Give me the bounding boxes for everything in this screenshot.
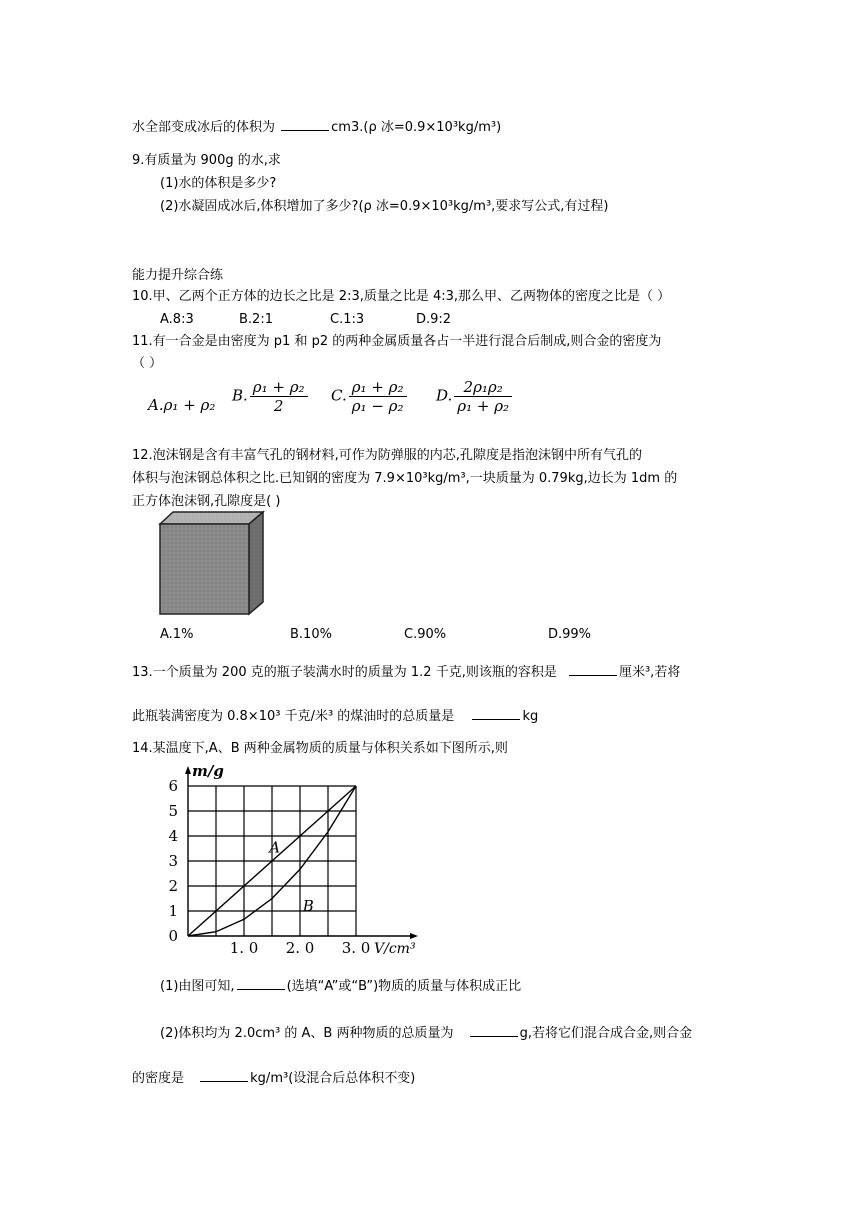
y-tick-label: 3 <box>168 852 178 870</box>
x-tick-label: 1. 0 <box>229 939 259 957</box>
q8-text: 水全部变成冰后的体积为 <box>132 120 276 135</box>
option-label: C. <box>331 386 347 405</box>
choice-d[interactable]: D.99% <box>548 627 592 642</box>
question-13-line-2 <box>132 706 538 726</box>
option-label: A. <box>148 396 164 414</box>
section-title: 能力提升综合练 <box>132 268 224 283</box>
q13-text: 13.一个质量为 200 克的瓶子装满水时的质量为 1.2 千克,则该瓶的容积是 <box>132 665 557 680</box>
question-9-part-2: (2)水凝固成冰后,体积增加了多少?(ρ 冰=0.9×10³kg/m³,要求写公式,有过程) <box>160 199 609 214</box>
mass-volume-chart <box>160 758 440 958</box>
fraction <box>250 378 308 415</box>
q14-1-text-2: (选填“A”或“B”)物质的质量与体积成正比 <box>286 979 522 994</box>
answer-blank[interactable] <box>470 1023 518 1037</box>
question-10: 10.甲、乙两个正方体的边长之比是 2:3,质量之比是 4:3,那么甲、乙两物体的密度之比是（ ） <box>132 289 671 304</box>
q13-text-2: 此瓶装满密度为 0.8×10³ 千克/米³ 的煤油时的总质量是 <box>132 709 455 724</box>
cube-illustration <box>155 510 267 618</box>
answer-blank[interactable] <box>200 1068 248 1082</box>
q14-2-text-2: g,若将它们混合成合金,则合金 <box>519 1026 693 1041</box>
option-label: D. <box>436 386 453 405</box>
question-12-line-3: 正方体泡沫钢,孔隙度是( ) <box>132 494 281 509</box>
answer-blank[interactable] <box>569 662 617 676</box>
answer-blank[interactable] <box>472 706 520 720</box>
q14-1-text: (1)由图可知, <box>160 979 235 994</box>
y-tick-label: 1 <box>168 902 178 920</box>
y-axis-label: m/g <box>192 762 224 780</box>
answer-blank[interactable] <box>237 976 285 990</box>
choice-a[interactable]: A.8:3 <box>160 312 194 327</box>
q11-option-a[interactable] <box>148 396 215 414</box>
series-label-a: A <box>269 838 281 857</box>
y-tick-label: 6 <box>168 777 178 795</box>
x-tick-label: 2. 0 <box>285 939 315 957</box>
question-9: 9.有质量为 900g 的水,求 <box>132 153 281 168</box>
choice-a[interactable]: A.1% <box>160 627 194 642</box>
question-14-part-2 <box>160 1023 692 1043</box>
q11-option-c[interactable] <box>331 378 407 415</box>
choice-c[interactable]: C.90% <box>404 627 447 642</box>
question-13-line-1 <box>132 662 680 682</box>
answer-blank[interactable] <box>281 117 329 131</box>
question-11-paren: （ ） <box>132 356 163 371</box>
question-14-part-1 <box>160 976 521 996</box>
choice-c[interactable]: C.1:3 <box>330 312 365 327</box>
q8-continuation <box>132 117 501 137</box>
choice-b[interactable]: B.10% <box>290 627 332 642</box>
question-9-part-1: (1)水的体积是多少? <box>160 176 277 191</box>
q13-unit: 厘米³,若将 <box>618 665 681 680</box>
y-tick-label: 5 <box>168 802 178 820</box>
q11-option-b[interactable] <box>232 378 308 415</box>
q14-3-text-2: kg/m³(设混合后总体积不变) <box>250 1071 416 1086</box>
question-12-line-2: 体积与泡沫钢总体积之比.已知钢的密度为 7.9×10³kg/m³,一块质量为 0.79kg,边长为 1dm 的 <box>132 471 678 486</box>
option-label: B. <box>232 386 248 405</box>
question-12-line-1: 12.泡沫钢是含有丰富气孔的钢材料,可作为防弹服的内芯,孔隙度是指泡沫钢中所有气孔的 <box>132 448 642 463</box>
question-12-choices <box>160 626 600 644</box>
fraction <box>349 378 407 415</box>
x-axis-label: V/cm³ <box>374 941 416 957</box>
denominator: ρ₁ + ρ₂ <box>457 397 510 415</box>
x-axis-arrow <box>410 933 418 939</box>
series-label-b: B <box>302 897 314 915</box>
y-tick-label: 0 <box>168 927 178 945</box>
q8-unit: cm3.(ρ 冰=0.9×10³kg/m³) <box>331 120 502 135</box>
numerator: 2ρ₁ρ₂ <box>454 378 512 397</box>
question-10-choices <box>160 311 460 329</box>
option-expr: ρ₁ + ρ₂ <box>163 396 216 414</box>
choice-b[interactable]: B.2:1 <box>239 312 273 327</box>
question-11: 11.有一合金是由密度为 p1 和 p2 的两种金属质量各占一半进行混合后制成,则合金的密度为 <box>132 334 662 349</box>
choice-d[interactable]: D.9:2 <box>416 312 452 327</box>
q13-unit-2: kg <box>522 709 539 724</box>
question-14: 14.某温度下,A、B 两种金属物质的质量与体积关系如下图所示,则 <box>132 741 508 756</box>
y-tick-label: 4 <box>168 827 178 845</box>
question-14-part-3 <box>132 1068 415 1088</box>
numerator: ρ₁ + ρ₂ <box>250 378 308 397</box>
fraction <box>454 378 512 415</box>
denominator: ρ₁ − ρ₂ <box>351 397 404 415</box>
numerator: ρ₁ + ρ₂ <box>349 378 407 397</box>
q11-option-d[interactable] <box>436 378 512 415</box>
denominator: 2 <box>273 397 284 415</box>
x-tick-label: 3. 0 <box>341 939 371 957</box>
y-axis-arrow <box>185 766 191 774</box>
q14-2-text: (2)体积均为 2.0cm³ 的 A、B 两种物质的总质量为 <box>160 1026 454 1041</box>
y-tick-label: 2 <box>168 877 178 895</box>
q14-3-text: 的密度是 <box>132 1071 185 1086</box>
